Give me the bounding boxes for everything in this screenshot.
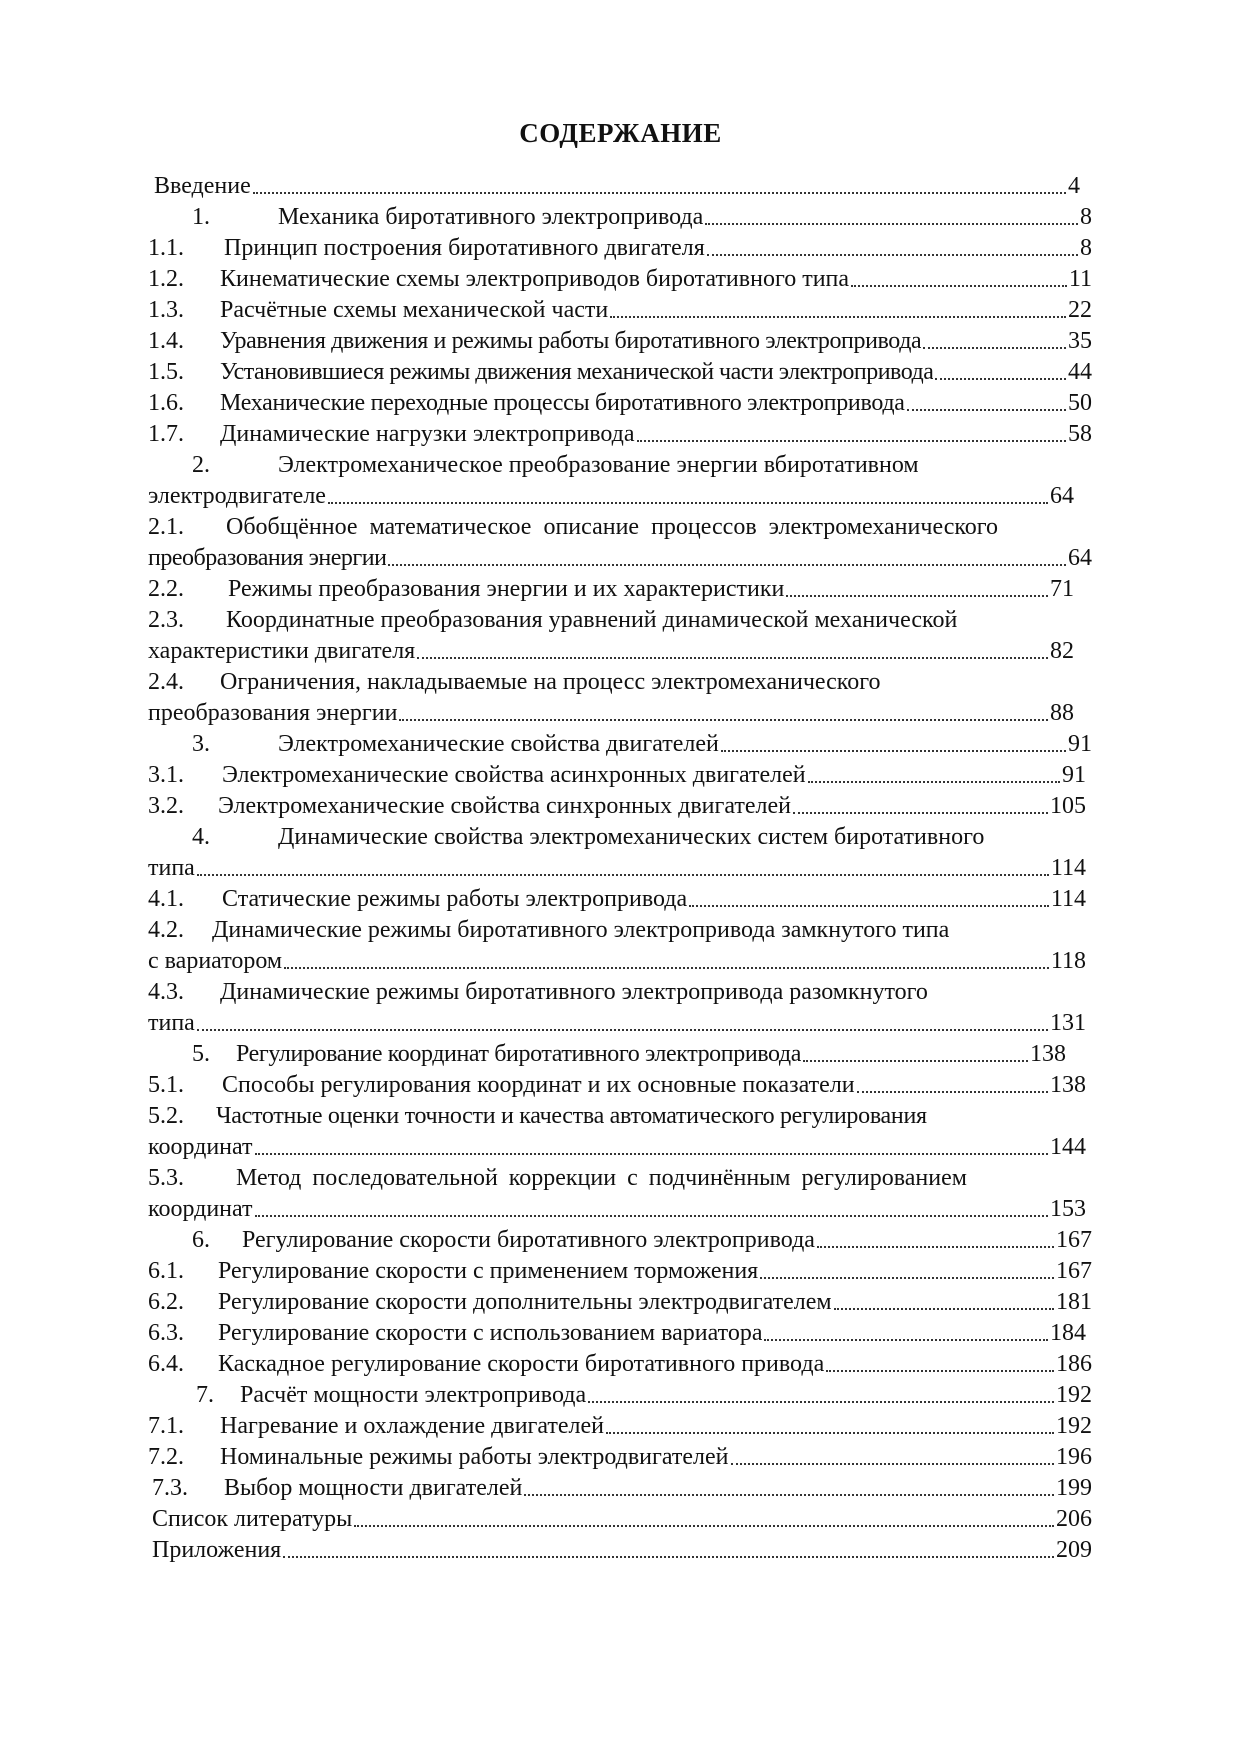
dot-leader [907,408,1066,411]
toc-entry-section-7-2 [148,1442,1092,1473]
toc-entry-title: Нагревание и охлаждение двигателей [220,1413,605,1439]
toc-entry-number: 6.1. [148,1258,184,1284]
toc-entry-title: Механика биротативного электропривода [278,204,704,230]
toc-entry-page: 192 [1056,1413,1092,1439]
toc-entry-page: 82 [1050,638,1074,664]
toc-entry-page: 209 [1056,1537,1092,1563]
toc-entry-title: Установившиеся режимы движения механической части электропривода [220,359,934,385]
toc-entry-intro [148,171,1092,202]
toc-entry-number: 1.4. [148,328,184,354]
toc-entry-section-2-4-continuation [148,698,1092,729]
toc-entry-section-7-1 [148,1411,1092,1442]
toc-entry-section-1-7 [148,419,1092,450]
toc-entry-page: 64 [1068,545,1092,571]
toc-entry-section-1-4 [148,326,1092,357]
toc-entry-section-3-1 [148,760,1092,791]
dot-leader [793,811,1048,814]
toc-entry-number: 3. [192,731,210,757]
toc-entry-number: 5. [192,1041,210,1067]
dot-leader [721,749,1066,752]
toc-entry-number: 1. [192,204,210,230]
dot-leader [760,1276,1054,1279]
toc-entry-page: 167 [1056,1258,1092,1284]
toc-entry-title: Каскадное регулирование скорости биротативного привода [218,1351,825,1377]
toc-entry-page: 8 [1080,204,1092,230]
table-of-contents [148,171,1092,1566]
toc-entry-page: 206 [1056,1506,1092,1532]
toc-entry-title: Введение [154,173,251,199]
toc-entry-number: 4.2. [148,917,184,943]
toc-entry-section-2-1 [148,512,1092,543]
toc-entry-title: Регулирование скорости биротативного электропривода [242,1227,815,1253]
dot-leader [731,1462,1054,1465]
toc-entry-title: Регулирование скорости дополнительны электродвигателем [218,1289,832,1315]
toc-entry-section-6-4 [148,1349,1092,1380]
toc-entry-page: 114 [1050,886,1086,912]
toc-entry-page: 50 [1068,390,1092,416]
toc-entry-page: 22 [1068,297,1092,323]
toc-entry-page: 88 [1050,700,1074,726]
toc-entry-number: 7.1. [148,1413,184,1439]
toc-entry-section-4 [148,822,1092,853]
toc-entry-title: Механические переходные процессы биротативного электропривода [220,390,905,416]
dot-leader [610,315,1066,318]
dot-leader [707,253,1078,256]
toc-entry-title: Способы регулирования координат и их основные показатели [222,1072,855,1098]
dot-leader [764,1338,1048,1341]
page-title: СОДЕРЖАНИЕ [519,118,722,148]
toc-entry-title: Электромеханические свойства асинхронных двигателей [222,762,806,788]
dot-leader [826,1369,1054,1372]
toc-entry-page: 105 [1050,793,1086,819]
toc-entry-number: 2. [192,452,210,478]
toc-entry-title: Координатные преобразования уравнений динамической механической [226,607,958,633]
toc-entry-page: 199 [1056,1475,1092,1501]
toc-entry-number: 5.1. [148,1072,184,1098]
toc-entry-title: Динамические свойства электромеханических систем биротативного [278,824,985,850]
toc-entry-title: Кинематические схемы электроприводов биротативного типа [220,266,850,292]
toc-entry-section-1-1 [148,233,1092,264]
toc-entry-section-5-1 [148,1070,1092,1101]
toc-entry-title: Регулирование скорости с применением торможения [218,1258,759,1284]
toc-entry-title: преобразования энергии [148,545,387,571]
toc-entry-number: 2.2. [148,576,184,602]
dot-leader [857,1090,1048,1093]
dot-leader [786,594,1048,597]
toc-entry-title: Номинальные режимы работы электродвигателей [220,1444,729,1470]
toc-entry-number: 1.6. [148,390,184,416]
toc-entry-section-1-6 [148,388,1092,419]
toc-entry-section-2-3-continuation [148,636,1092,667]
toc-entry-page: 8 [1080,235,1092,261]
toc-entry-page: 131 [1050,1010,1086,1036]
toc-entry-references [148,1504,1092,1535]
dot-leader [417,656,1048,659]
toc-entry-section-3 [148,729,1092,760]
toc-entry-number: 6.2. [148,1289,184,1315]
toc-entry-number: 1.1. [148,235,184,261]
toc-entry-title: типа [148,1010,195,1036]
toc-entry-title: Регулирование координат биротативного электропривода [236,1041,801,1067]
toc-entry-title: координат [148,1134,253,1160]
toc-entry-number: 6.4. [148,1351,184,1377]
toc-entry-page: 4 [1068,173,1080,199]
toc-entry-page: 186 [1056,1351,1092,1377]
toc-entry-page: 144 [1050,1134,1086,1160]
dot-leader [808,780,1060,783]
dot-leader [834,1307,1054,1310]
toc-entry-title: характеристики двигателя [148,638,416,664]
toc-entry-title: с вариатором [148,948,283,974]
toc-entry-section-1-3 [148,295,1092,326]
toc-entry-number: 2.4. [148,669,184,695]
toc-entry-section-6-2 [148,1287,1092,1318]
toc-entry-section-4-continuation [148,853,1092,884]
toc-entry-section-2-1-continuation [148,543,1092,574]
toc-entry-page: 184 [1050,1320,1086,1346]
toc-entry-title: электродвигателе [148,483,326,509]
dot-leader [606,1431,1054,1434]
dot-leader [255,1214,1048,1217]
toc-entry-title: Расчётные схемы механической части [220,297,609,323]
toc-entry-section-2-2 [148,574,1092,605]
toc-entry-title: Электромеханическое преобразование энергии вбиротативном [278,452,919,478]
toc-entry-number: 6. [192,1227,210,1253]
toc-entry-section-7-3 [148,1473,1092,1504]
toc-entry-title: преобразования энергии [148,700,398,726]
toc-entry-section-5-3 [148,1163,1092,1194]
toc-entry-section-1-2 [148,264,1092,295]
toc-entry-page: 118 [1050,948,1086,974]
toc-entry-page: 114 [1050,855,1086,881]
toc-entry-number: 1.5. [148,359,184,385]
toc-entry-title: Ограничения, накладываемые на процесс электромеханического [220,669,881,695]
toc-entry-page: 192 [1056,1382,1092,1408]
toc-entry-section-4-2-continuation [148,946,1092,977]
toc-entry-section-2 [148,450,1092,481]
toc-entry-page: 91 [1062,762,1086,788]
toc-entry-title: координат [148,1196,253,1222]
toc-entry-section-6 [148,1225,1092,1256]
toc-entry-title: Динамические нагрузки электропривода [220,421,635,447]
toc-entry-number: 1.7. [148,421,184,447]
toc-entry-section-2-3 [148,605,1092,636]
toc-entry-title: Частотные оценки точности и качества автоматического регулирования [216,1103,927,1129]
toc-entry-section-7 [148,1380,1092,1411]
toc-entry-number: 4.1. [148,886,184,912]
toc-entry-page: 11 [1068,266,1092,292]
toc-entry-title: Динамические режимы биротативного электропривода разомкнутого [220,979,928,1005]
toc-entry-page: 71 [1050,576,1074,602]
dot-leader [255,1152,1048,1155]
toc-entry-number: 2.3. [148,607,184,633]
toc-entry-number: 1.3. [148,297,184,323]
toc-entry-section-6-3 [148,1318,1092,1349]
dot-leader [284,966,1049,969]
toc-entry-page: 167 [1056,1227,1092,1253]
toc-entry-number: 5.3. [148,1165,184,1191]
dot-leader [705,222,1078,225]
toc-entry-number: 4.3. [148,979,184,1005]
toc-entry-number: 6.3. [148,1320,184,1346]
toc-entry-page: 138 [1030,1041,1066,1067]
toc-entry-number: 7.2. [148,1444,184,1470]
toc-entry-number: 7. [196,1382,214,1408]
toc-entry-page: 91 [1068,731,1092,757]
toc-entry-section-5 [148,1039,1092,1070]
dot-leader [588,1400,1054,1403]
toc-entry-number: 3.1. [148,762,184,788]
toc-entry-page: 35 [1068,328,1092,354]
toc-entry-title: Расчёт мощности электропривода [240,1382,587,1408]
toc-entry-page: 153 [1050,1196,1086,1222]
toc-entry-number: 5.2. [148,1103,184,1129]
toc-entry-section-4-2 [148,915,1092,946]
dot-leader [399,718,1048,721]
toc-entry-section-4-3-continuation [148,1008,1092,1039]
dot-leader [851,284,1067,287]
toc-entry-title: Электромеханические свойства двигателей [278,731,719,757]
dot-leader [354,1524,1054,1527]
toc-entry-title: Приложения [152,1537,282,1563]
toc-entry-number: 1.2. [148,266,184,292]
toc-entry-number: 4. [192,824,210,850]
toc-entry-title: Выбор мощности двигателей [224,1475,523,1501]
toc-entry-title: Статические режимы работы электропривода [222,886,688,912]
dot-leader [328,501,1048,504]
dot-leader [923,346,1066,349]
toc-entry-title: Принцип построения биротативного двигателя [224,235,705,261]
toc-entry-section-2-continuation [148,481,1092,512]
dot-leader [524,1493,1054,1496]
dot-leader [197,1028,1048,1031]
toc-entry-title: Обобщённое математическое описание процессов электромеханического [226,514,999,540]
toc-entry-page: 58 [1068,421,1092,447]
toc-entry-title: Режимы преобразования энергии и их характеристики [228,576,785,602]
toc-entry-title: Метод последовательной коррекции с подчинённым регулированием [236,1165,967,1191]
toc-entry-page: 196 [1056,1444,1092,1470]
toc-entry-number: 7.3. [152,1475,188,1501]
toc-entry-title: Уравнения движения и режимы работы биротативного электропривода [220,328,922,354]
toc-entry-title: Электромеханические свойства синхронных двигателей [218,793,791,819]
toc-entry-number: 3.2. [148,793,184,819]
toc-entry-appendices [148,1535,1092,1566]
toc-entry-page: 64 [1050,483,1074,509]
toc-entry-page: 181 [1056,1289,1092,1315]
toc-entry-title: Динамические режимы биротативного электропривода замкнутого типа [212,917,950,943]
dot-leader [283,1555,1054,1558]
toc-entry-section-4-1 [148,884,1092,915]
dot-leader [388,563,1066,566]
dot-leader [689,904,1049,907]
toc-entry-title: Регулирование скорости с использованием вариатора [218,1320,763,1346]
toc-entry-section-6-1 [148,1256,1092,1287]
toc-entry-title: типа [148,855,195,881]
toc-entry-section-1 [148,202,1092,233]
toc-entry-title: Список литературы [152,1506,353,1532]
dot-leader [637,439,1066,442]
dot-leader [803,1059,1028,1062]
dot-leader [817,1245,1054,1248]
toc-entry-section-5-2 [148,1101,1092,1132]
dot-leader [197,873,1049,876]
toc-entry-section-5-2-continuation [148,1132,1092,1163]
toc-entry-number: 2.1. [148,514,184,540]
dot-leader [253,191,1066,194]
toc-entry-section-2-4 [148,667,1092,698]
toc-entry-section-3-2 [148,791,1092,822]
toc-entry-page: 44 [1068,359,1092,385]
dot-leader [935,377,1066,380]
toc-entry-page: 138 [1050,1072,1086,1098]
toc-entry-section-4-3 [148,977,1092,1008]
toc-entry-section-1-5 [148,357,1092,388]
toc-entry-section-5-3-continuation [148,1194,1092,1225]
